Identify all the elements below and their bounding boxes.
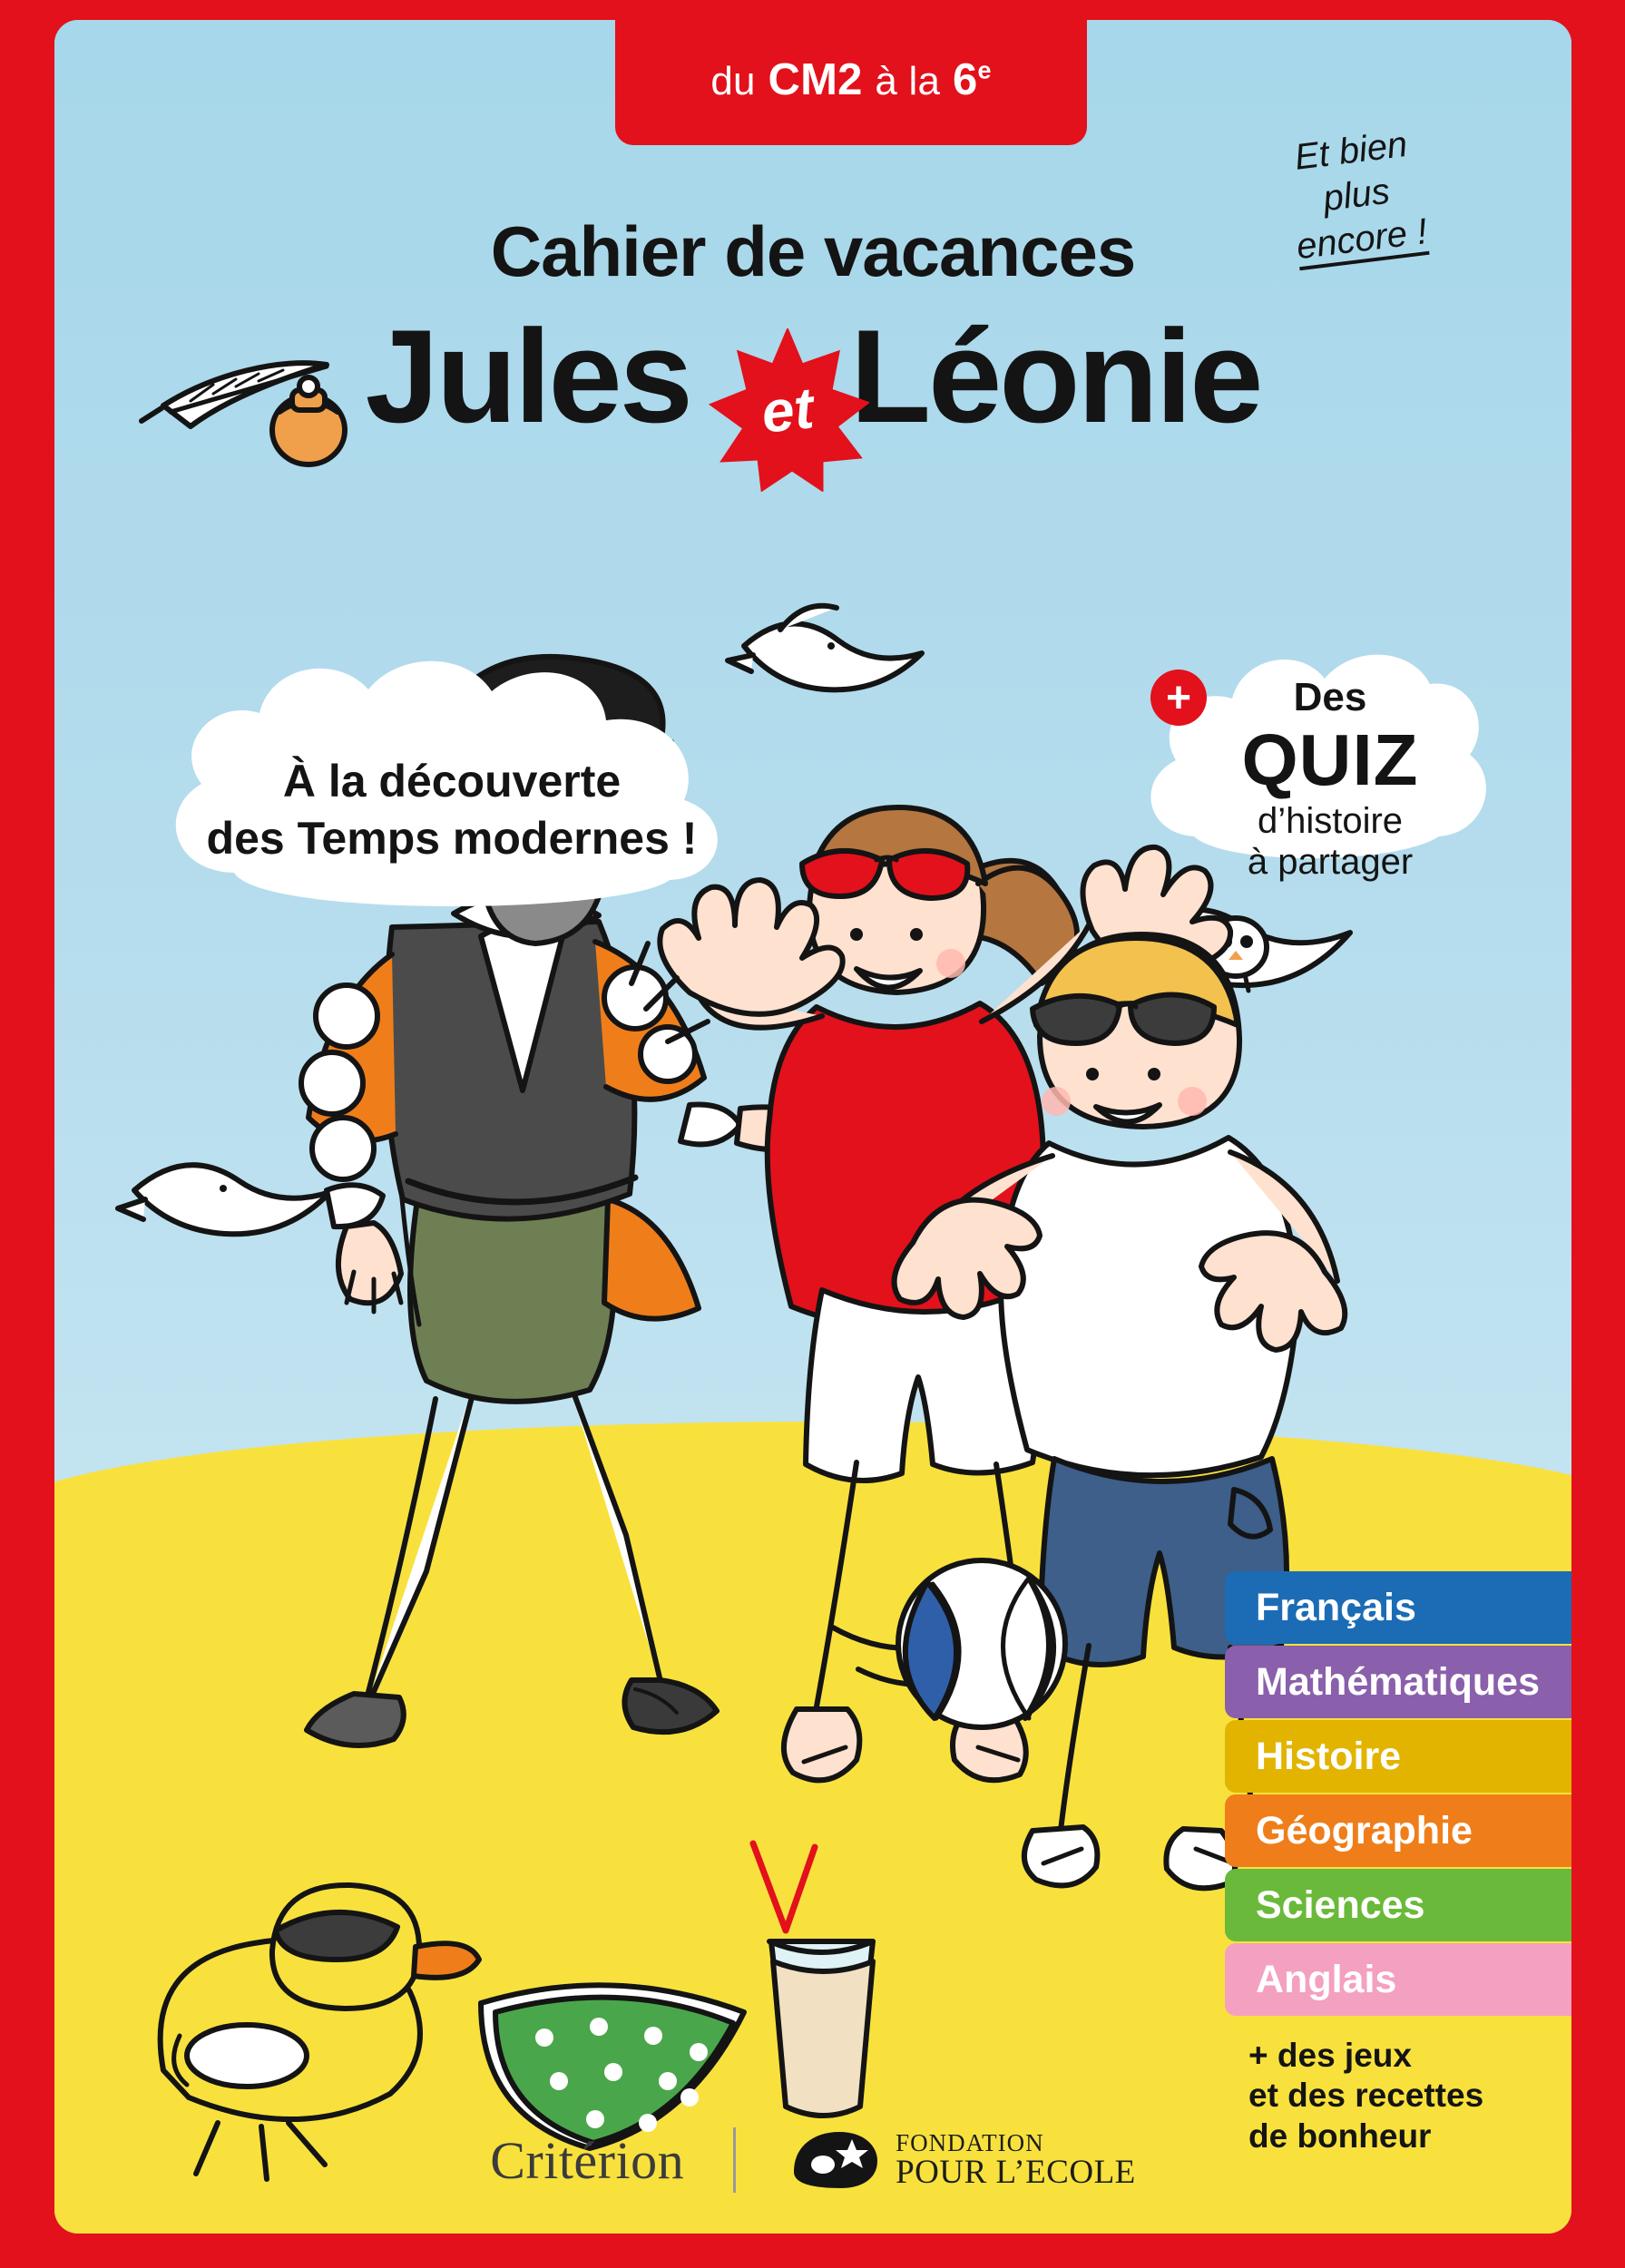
speech-cloud-bubble — [152, 646, 751, 945]
foundation-text — [896, 2131, 1136, 2189]
quiz-line4: à partager — [1247, 841, 1414, 882]
publisher-logo-criterion: Critérion — [490, 2130, 685, 2190]
cloud-line2: des Temps modernes ! — [206, 813, 698, 864]
subject-chip-anglais — [1225, 1943, 1571, 2016]
title-first-name: Jules — [365, 302, 690, 450]
level-grade-to-sup: e — [977, 56, 992, 84]
level-grade-to: 6 — [952, 55, 978, 104]
subject-label: Histoire — [1256, 1734, 1402, 1778]
foundation-line1: FONDATION — [896, 2129, 1044, 2156]
level-grade-from: CM2 — [768, 55, 863, 104]
drink-glass — [753, 1843, 873, 2116]
seagull-icon-top — [728, 606, 922, 690]
subject-label: Mathématiques — [1256, 1659, 1541, 1704]
quiz-line2: QUIZ — [1241, 719, 1419, 801]
subject-label: Géographie — [1256, 1808, 1473, 1853]
quiz-text — [1185, 675, 1475, 882]
subject-chip-mathematiques — [1225, 1646, 1571, 1718]
foundation-logo — [785, 2125, 1136, 2195]
extras-line2: et des recettes — [1248, 2077, 1484, 2115]
extras-line3: de bonheur — [1248, 2116, 1432, 2155]
footer-logos — [54, 2125, 1571, 2195]
star-badge-et — [706, 328, 869, 492]
cloud-line1: À la découverte — [282, 756, 622, 807]
plus-encore-line2: plus — [1320, 171, 1393, 220]
quiz-line1: Des — [1293, 675, 1367, 719]
subject-chip-sciences — [1225, 1869, 1571, 1941]
subject-label: Anglais — [1256, 1957, 1397, 2001]
title-last-name: Léonie — [849, 302, 1261, 450]
subject-list — [1225, 1571, 1571, 2156]
plus-encore-line1: Et bien — [1292, 123, 1410, 178]
foundation-line2: POUR L’ECOLE — [896, 2154, 1136, 2191]
cloud-text — [152, 753, 751, 867]
subject-label: Sciences — [1256, 1882, 1425, 1927]
cover-inner-panel — [54, 20, 1571, 2234]
seagull-icon-left — [118, 1165, 330, 1234]
subject-label: Français — [1256, 1585, 1416, 1629]
subject-chip-francais — [1225, 1571, 1571, 1644]
level-prefix: du — [710, 59, 756, 103]
plus-encore-line3: encore ! — [1247, 203, 1477, 275]
foundation-mark-icon — [785, 2125, 883, 2195]
quiz-plus-badge: + — [1150, 670, 1207, 726]
subject-chip-histoire — [1225, 1720, 1571, 1793]
level-middle: à la — [875, 59, 941, 103]
quiz-callout — [1131, 619, 1493, 891]
subject-chip-geographie — [1225, 1794, 1571, 1867]
quiz-line3: d’histoire — [1257, 800, 1404, 841]
star-label-et: et — [758, 375, 817, 445]
grade-level-tag — [615, 20, 1087, 145]
extras-line1: + des jeux — [1248, 2037, 1412, 2074]
footer-divider — [733, 2127, 736, 2193]
beach-ball — [898, 1560, 1065, 1727]
subtitle-cahier-de-vacances: Cahier de vacances — [490, 211, 1136, 291]
